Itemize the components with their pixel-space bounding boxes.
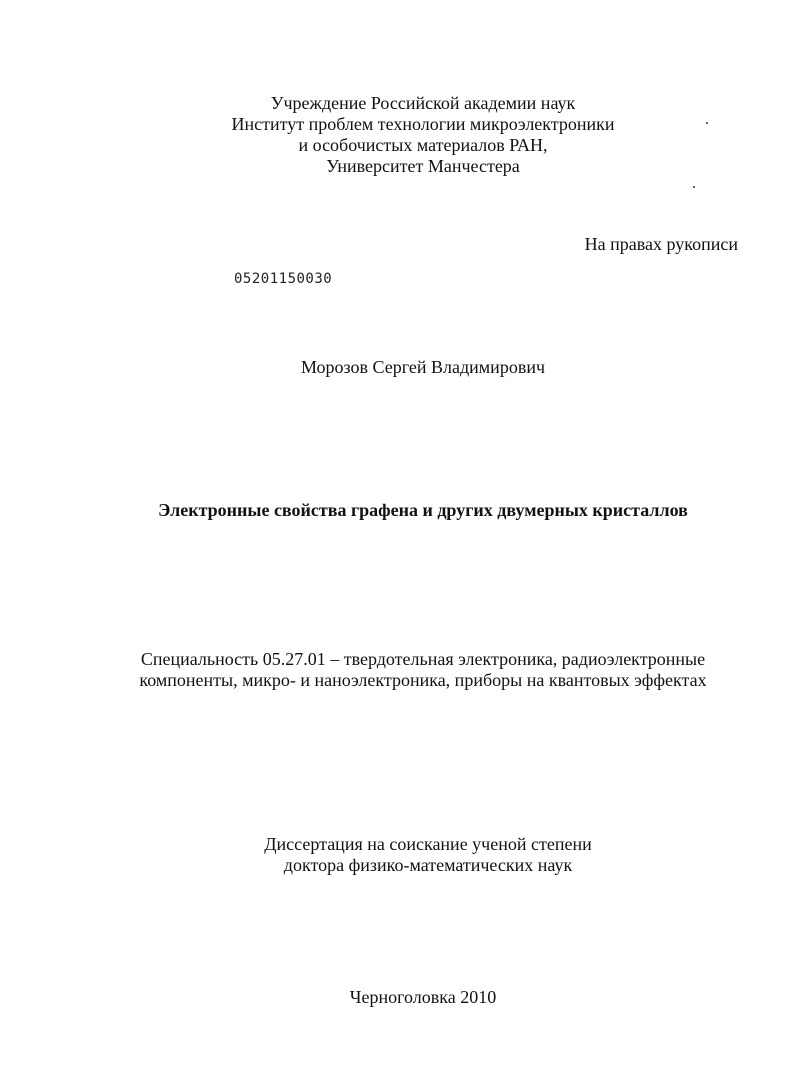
institution-line: Институт проблем технологии микроэлектроники: [231, 114, 615, 134]
institution-line: и особочистых материалов РАН,: [298, 135, 548, 155]
institution-line: Университет Манчестера: [326, 156, 520, 176]
document-code: 05201150030: [234, 271, 333, 287]
degree-line: доктора физико-математических наук: [283, 855, 573, 875]
specialty-block: [25, 649, 796, 691]
manuscript-rights-note: На правах рукописи: [584, 234, 738, 254]
dissertation-title: [25, 500, 796, 521]
scan-speck: [706, 122, 708, 124]
specialty-line: компоненты, микро- и наноэлектроника, приборы на квантовых эффектах: [139, 670, 707, 690]
institution-line: Учреждение Российской академии наук: [270, 93, 576, 113]
degree-line: Диссертация на соискание ученой степени: [264, 834, 592, 854]
institution-header: [25, 93, 796, 177]
scan-speck: [693, 186, 695, 188]
city-year-line: Черноголовка 2010: [349, 987, 497, 1007]
author-line: Морозов Сергей Владимирович: [300, 357, 546, 377]
title-line: Электронные свойства графена и других двумерных кристаллов: [158, 500, 688, 520]
author-name: [25, 357, 796, 378]
city-year: [25, 987, 796, 1008]
specialty-line: Специальность 05.27.01 – твердотельная электроника, радиоэлектронные: [140, 649, 706, 669]
degree-block: [30, 834, 796, 876]
